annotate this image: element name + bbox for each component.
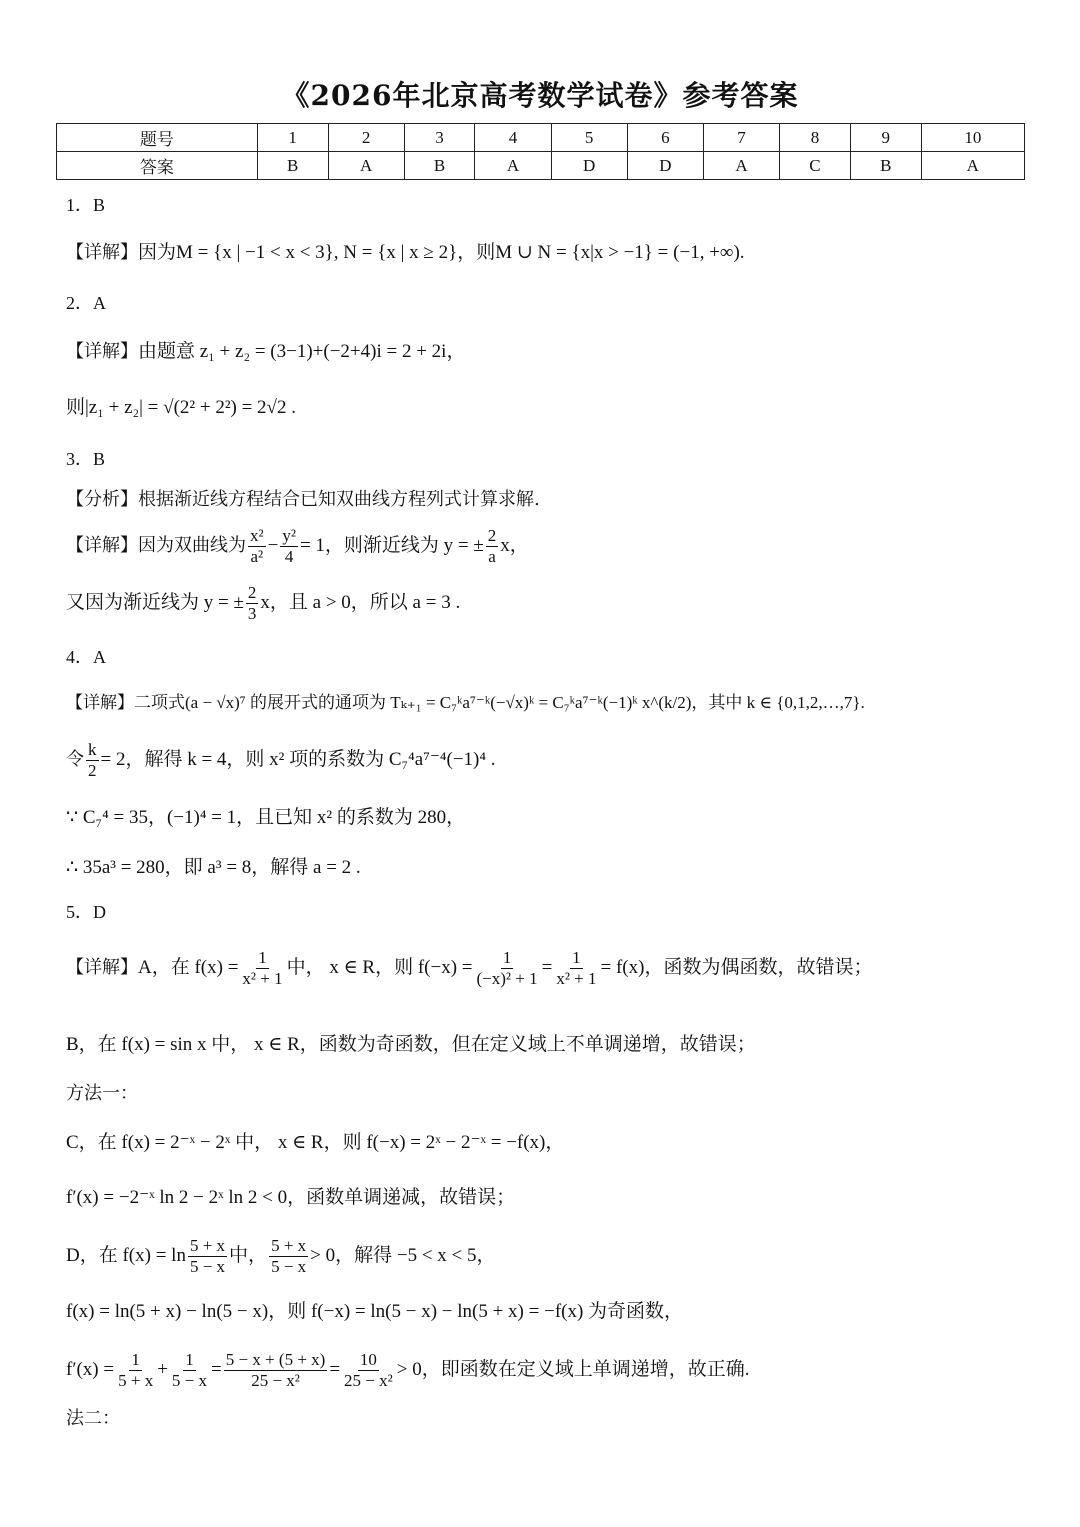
denominator: 25 − x² xyxy=(344,1370,393,1390)
numerator: 1 xyxy=(502,948,512,967)
equals-sign: = xyxy=(211,1359,222,1381)
fraction-2-a xyxy=(486,526,499,566)
q5-d-pre: D，在 f(x) = ln xyxy=(66,1245,186,1267)
table-cell: A xyxy=(475,152,551,180)
q3-analysis xyxy=(66,491,540,509)
numerator: 1 xyxy=(572,948,581,967)
q3-line2-pre: 又因为渐近线为 y = ± xyxy=(66,592,244,614)
q3-detail-post: x， xyxy=(500,535,529,557)
fraction-sum-den25 xyxy=(224,1350,328,1390)
q5-d3-pre: f′(x) = xyxy=(66,1359,115,1381)
numerator: y² xyxy=(282,526,296,545)
detail-label: 【详解】 xyxy=(66,957,138,979)
fraction-2-3 xyxy=(246,583,259,623)
q3-detail-pre: 因为双曲线为 xyxy=(138,535,246,557)
denominator: 5 + x xyxy=(118,1370,154,1390)
q5-d-post: > 0，解得 −5 < x < 5， xyxy=(310,1245,496,1267)
q4-line3: ∵ C₇⁴ = 35，(−1)⁴ = 1，且已知 x² 的系数为 280， xyxy=(66,807,466,828)
table-cell: 1 xyxy=(257,124,328,152)
q5-a-mid: 中， x ∈ R，则 f(−x) = xyxy=(286,957,473,979)
q5-d-mid: 中， xyxy=(229,1245,268,1267)
equals-sign: = xyxy=(541,957,553,979)
table-row-answers xyxy=(57,152,1025,180)
q2-detail-text: 由题意 z₁ + z₂ = (3−1)+(−2+4)i = 2 + 2i， xyxy=(138,341,466,362)
q5-method1: 方法一： xyxy=(66,1083,138,1104)
table-cell: B xyxy=(850,152,921,180)
q4-detail xyxy=(66,694,865,712)
q3-detail xyxy=(66,526,529,566)
q1-detail xyxy=(66,243,745,262)
table-cell: B xyxy=(257,152,328,180)
answer-table xyxy=(56,123,1025,180)
minus-sign: − xyxy=(267,535,279,557)
table-cell: 9 xyxy=(850,124,921,152)
q5-option-d xyxy=(66,1236,496,1276)
denominator: (−x)² + 1 xyxy=(476,968,538,988)
q4-line2-pre: 令 xyxy=(66,749,84,771)
table-row-numbers xyxy=(57,124,1025,152)
plus-sign: + xyxy=(157,1359,168,1381)
denominator: 5 − x xyxy=(271,1256,307,1276)
q2-detail xyxy=(66,342,465,361)
fraction-1-x2p1-b xyxy=(554,948,598,988)
table-cell: A xyxy=(328,152,404,180)
fraction-1-x2p1 xyxy=(240,948,284,988)
table-cell: 4 xyxy=(475,124,551,152)
table-cell: A xyxy=(703,152,779,180)
denominator: x² + 1 xyxy=(242,968,283,988)
fraction-1-5px xyxy=(116,1350,155,1390)
denominator: a² xyxy=(250,546,264,566)
q5-option-c-2: f′(x) = −2⁻ˣ ln 2 − 2ˣ ln 2 < 0，函数单调递减，故错误； xyxy=(66,1187,516,1208)
q5-a-post: = f(x)，函数为偶函数，故错误； xyxy=(600,957,873,979)
denominator: 4 xyxy=(284,546,294,566)
detail-label: 【详解】 xyxy=(66,341,138,362)
q3-line2 xyxy=(66,583,460,623)
analysis-label: 【分析】 xyxy=(66,489,138,510)
q5-option-d-3 xyxy=(66,1350,749,1390)
table-cell: 5 xyxy=(551,124,627,152)
detail-label: 【详解】 xyxy=(66,242,138,263)
q3-line2-post: x，且 a > 0，所以 a = 3 . xyxy=(260,592,461,614)
q5-option-a xyxy=(66,948,872,988)
denominator: 5 − x xyxy=(171,1370,208,1390)
denominator: a xyxy=(488,546,496,566)
q4-line2 xyxy=(66,740,496,780)
fraction-5px-5mx xyxy=(188,1236,227,1276)
q4-detail-text: 二项式(a − √x)⁷ 的展开式的通项为 Tₖ₊₁ = C₇ᵏa⁷⁻ᵏ(−√x)ᵏ = C₇ᵏa⁷⁻ᵏ(−1)ᵏ x^(k/2)，其中 k ∈ {0,1,2,…,7}. xyxy=(134,693,865,712)
table-cell: D xyxy=(551,152,627,180)
fraction-1-5mx xyxy=(170,1350,209,1390)
q2-head: 2．A xyxy=(66,293,106,313)
table-cell: 2 xyxy=(328,124,404,152)
table-cell: B xyxy=(404,152,475,180)
q5-method2: 法二： xyxy=(66,1408,120,1429)
q4-line4: ∴ 35a³ = 280，即 a³ = 8，解得 a = 2 . xyxy=(66,857,361,878)
fraction-x2-a2 xyxy=(248,526,266,566)
table-header-cell: 答案 xyxy=(57,152,258,180)
fraction-5px-5mx-b xyxy=(269,1236,308,1276)
denominator: 2 xyxy=(88,760,97,780)
table-cell: 8 xyxy=(780,124,851,152)
fraction-1-nx2p1 xyxy=(475,948,540,988)
table-cell: 3 xyxy=(404,124,475,152)
q5-a-pre: A，在 f(x) = xyxy=(138,957,239,979)
q5-d3-post: > 0，即函数在定义域上单调递增，故正确. xyxy=(396,1359,750,1381)
numerator: 5 − x + (5 + x) xyxy=(225,1350,326,1369)
detail-label: 【详解】 xyxy=(66,693,134,713)
numerator: 10 xyxy=(359,1350,377,1369)
table-cell: 10 xyxy=(921,124,1024,152)
numerator: 5 + x xyxy=(271,1236,307,1255)
numerator: x² xyxy=(250,526,264,545)
numerator: 1 xyxy=(185,1350,194,1369)
numerator: 2 xyxy=(247,583,257,602)
fraction-y2-4 xyxy=(280,526,298,566)
denominator: x² + 1 xyxy=(556,968,597,988)
numerator: 2 xyxy=(487,526,497,545)
q2-line2: 则|z₁ + z₂| = √(2² + 2²) = 2√2 . xyxy=(66,397,296,418)
q4-head: 4．A xyxy=(66,647,106,667)
detail-label: 【详解】 xyxy=(66,535,138,557)
numerator: 5 + x xyxy=(189,1236,226,1255)
q3-detail-eq: = 1，则渐近线为 y = ± xyxy=(299,535,484,557)
table-cell: C xyxy=(780,152,851,180)
table-cell: 6 xyxy=(627,124,703,152)
fraction-k-2 xyxy=(86,740,99,780)
q5-option-c: C，在 f(x) = 2⁻ˣ − 2ˣ 中， x ∈ R，则 f(−x) = 2ˣ − 2⁻ˣ = −f(x)， xyxy=(66,1132,565,1153)
equals-sign: = xyxy=(329,1359,341,1381)
q5-option-b: B，在 f(x) = sin x 中， x ∈ R，函数为奇函数，但在定义域上不单调递增，故错误； xyxy=(66,1034,756,1055)
denominator: 3 xyxy=(247,603,257,623)
q3-analysis-text: 根据渐近线方程结合已知双曲线方程列式计算求解. xyxy=(138,489,540,510)
q4-line2-post: = 2，解得 k = 4，则 x² 项的系数为 C₇⁴a⁷⁻⁴(−1)⁴ . xyxy=(100,749,496,771)
numerator: 1 xyxy=(258,948,267,967)
denominator: 25 − x² xyxy=(251,1370,300,1390)
denominator: 5 − x xyxy=(189,1256,226,1276)
q1-head: 1．B xyxy=(66,195,106,215)
numerator: 1 xyxy=(131,1350,140,1369)
table-cell: A xyxy=(921,152,1024,180)
q3-head: 3．B xyxy=(66,449,106,469)
table-cell: D xyxy=(627,152,703,180)
fraction-10-den25 xyxy=(342,1350,395,1390)
table-header-cell: 题号 xyxy=(57,124,258,152)
page-title: 《2026年北京高考数学试卷》参考答案 xyxy=(281,79,799,112)
q5-option-d-2: f(x) = ln(5 + x) − ln(5 − x)，则 f(−x) = ln(5 − x) − ln(5 + x) = −f(x) 为奇函数， xyxy=(66,1301,684,1322)
table-cell: 7 xyxy=(703,124,779,152)
q1-detail-text: 因为M = {x | −1 < x < 3}, N = {x | x ≥ 2}，则M ∪ N = {x|x > −1} = (−1, +∞). xyxy=(138,242,745,263)
q5-head: 5．D xyxy=(66,902,106,922)
numerator: k xyxy=(88,740,97,759)
